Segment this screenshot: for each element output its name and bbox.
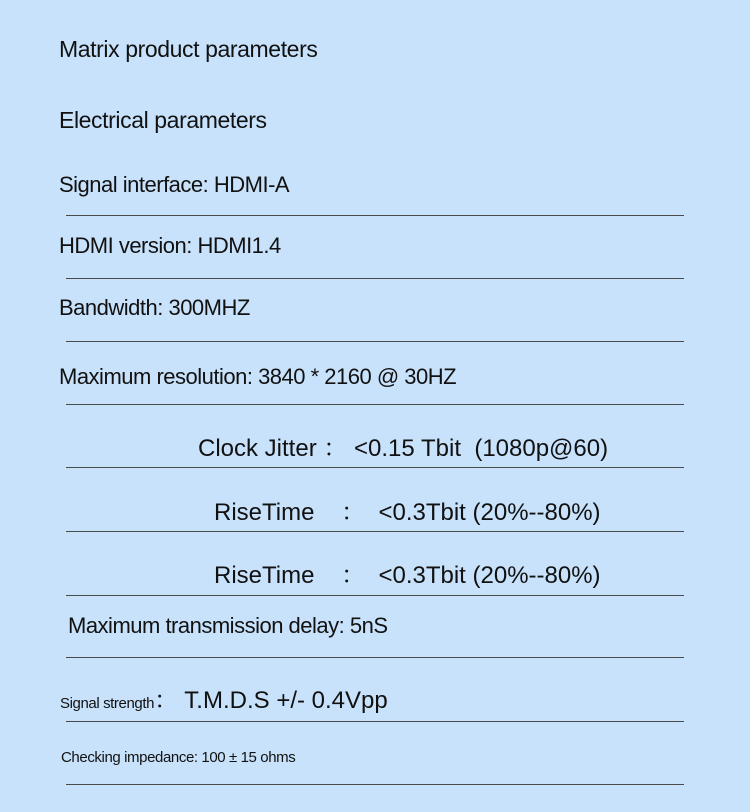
param-signal-interface: Signal interface: HDMI-A xyxy=(59,172,290,197)
divider xyxy=(66,531,684,532)
divider xyxy=(66,404,684,405)
divider xyxy=(66,595,684,596)
param-max-delay: Maximum transmission delay: 5nS xyxy=(68,613,388,638)
divider xyxy=(66,784,684,785)
param-hdmi-version: HDMI version: HDMI1.4 xyxy=(59,233,281,258)
param-signal-strength xyxy=(60,680,388,715)
divider xyxy=(66,657,684,658)
signal-strength-value: ： T.M.D.S +/- 0.4Vpp xyxy=(154,687,388,714)
param-rise-time: RiseTime ： <0.3Tbit (20%--80%) xyxy=(214,499,601,526)
divider xyxy=(66,721,684,722)
divider xyxy=(66,278,684,279)
param-bandwidth: Bandwidth: 300MHZ xyxy=(59,295,250,320)
page-title: Matrix product parameters xyxy=(59,36,318,62)
signal-strength-label: Signal strength xyxy=(60,695,155,712)
divider xyxy=(66,341,684,342)
section-heading: Electrical parameters xyxy=(59,107,267,133)
param-clock-jitter: Clock Jitter ： <0.15 Tbit (1080p@60) xyxy=(198,435,609,462)
param-max-resolution: Maximum resolution: 3840 * 2160 @ 30HZ xyxy=(59,364,457,389)
param-rise-time-2: RiseTime ： <0.3Tbit (20%--80%) xyxy=(214,562,601,589)
param-checking-impedance: Checking impedance: 100 ± 15 ohms xyxy=(61,749,296,766)
divider xyxy=(66,215,684,216)
divider xyxy=(66,467,684,468)
